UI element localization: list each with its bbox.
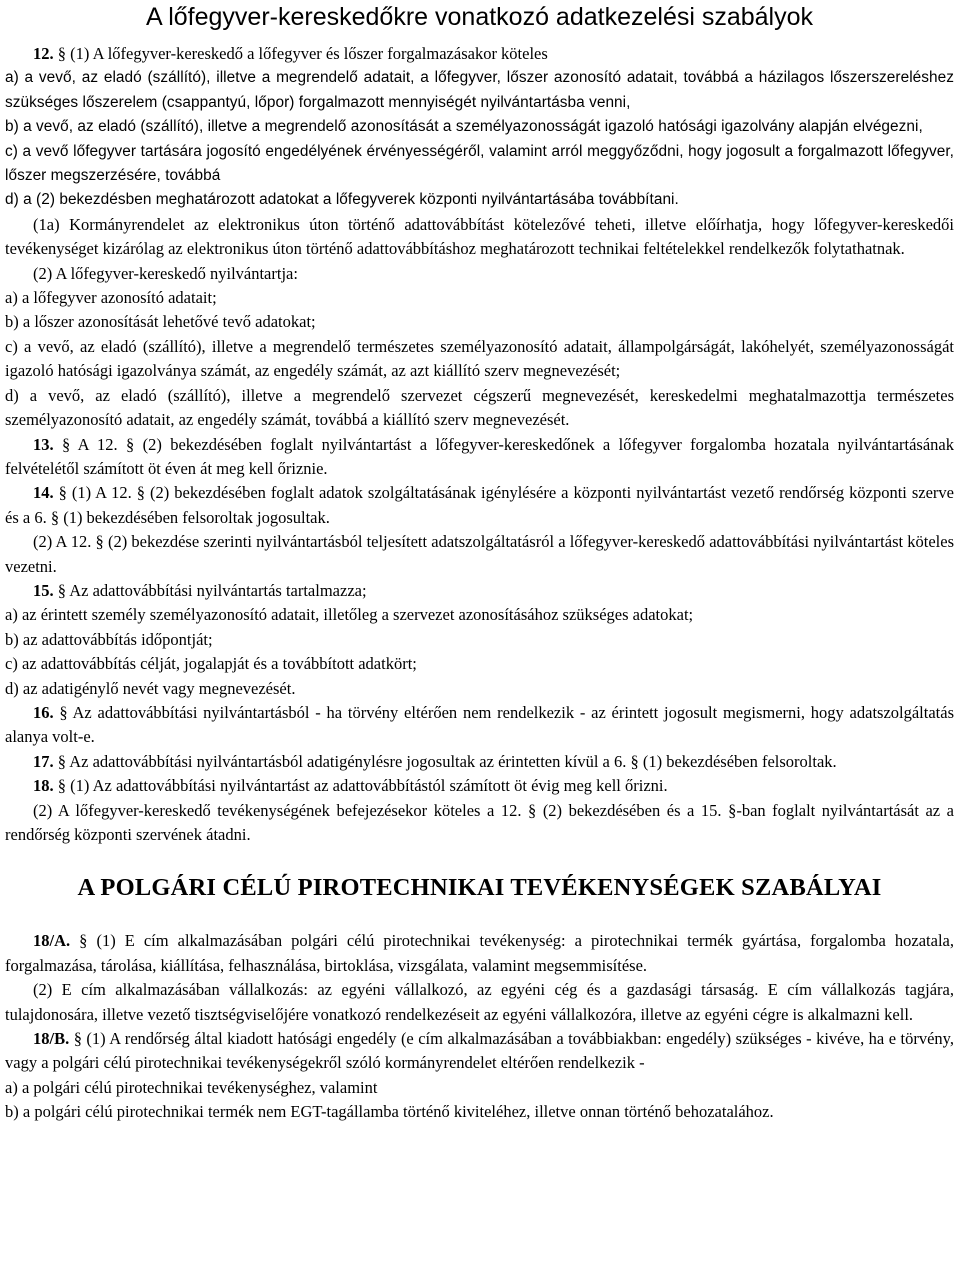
section-number: 13. [33,434,54,454]
section-18b-item-b: b) a polgári célú pirotechnikai termék nem EGT-tagállamba történő kiviteléhez, illetve onnan történő behozatalához. [5,1102,774,1122]
section-number: 14. [33,483,54,503]
section-12-item-b: b) a vevő, az eladó (szállító), illetve a megrendelő azonosítását a személyazonosságát igazoló hatósági igazolvány alapján elvégezni, [5,118,923,136]
paragraph-text: § (1) E cím alkalmazásában polgári célú pirotechnikai tevékenység: a pirotechnikai termék gyártása, forgalomba hozatala, forgalmazása, tárolása, kiállítása, felhasználása, birtoklása, vizsgálata, valamint megsemmisítése. [5,931,954,975]
section-17 [5,750,954,774]
section-18-para-1 [5,774,954,798]
section-15-item-c: c) az adattovábbítás célját, jogalapját és a továbbított adatkört; [5,654,417,674]
section-12-para-1 [5,42,954,66]
paragraph-text: § (1) A lőfegyver-kereskedő a lőfegyver és lőszer forgalmazásakor köteles [53,44,548,63]
section-15-item-d: d) az adatigénylő nevét vagy megnevezését. [5,678,296,698]
section-number: 15. [33,580,54,600]
section-18b-para-1 [5,1027,954,1076]
section-heading: A POLGÁRI CÉLÚ PIROTECHNIKAI TEVÉKENYSÉGEK SZABÁLYAI [77,874,882,902]
section-16 [5,701,954,750]
section-18a-para-2: (2) E cím alkalmazásában vállalkozás: az egyéni vállalkozó, az egyéni cég és a gazdasági társaság. E cím vállalkozás tagjára, tulajdonosára, illetve vezető tisztségviselőjére vonatkozó rendelkezéseit az egyéni vállalkozóra, illetve az egyéni cégre is alkalmazni kell. [5,980,954,1024]
section-15-intro [5,579,954,603]
section-12-item-a: a) a vevő, az eladó (szállító), illetve a megrendelő adatait, a lőfegyver, lőszer azonosító adatait, továbbá a házilagos lőszerszereléshez szükséges lőszerelem (csappantyú, lőpor) forgalmazott mennyiségét nyilvántartásba venni, [5,69,954,111]
paragraph-text: § Az adattovábbítási nyilvántartásból adatigénylésre jogosultak az érintetten kívül a 6. § (1) bekezdésében felsoroltak. [53,751,837,771]
paragraph-text: § (1) A rendőrség által kiadott hatósági engedély (e cím alkalmazásában a továbbiakban: engedély) szükséges - kivéve, ha e törvény, vagy a polgári célú pirotechnikai tevékenységekről szóló kormányrendelet eltérően rendelkezik - [5,1029,954,1073]
section-number: 17. [33,751,54,771]
section-12-para-2-item-b: b) a lőszer azonosítását lehetővé tevő adatokat; [5,312,316,332]
document-body [5,42,954,847]
section-12-para-2: (2) A lőfegyver-kereskedő nyilvántartja: [33,263,298,283]
paragraph-text: § Az adattovábbítási nyilvántartásból - ha törvény eltérően nem rendelkezik - az érintett jogosult megismerni, hogy adatszolgáltatás alanya volt-e. [5,702,954,747]
paragraph-text: § A 12. § (2) bekezdésében foglalt nyilvántartást a lőfegyver-kereskedőnek a lőfegyver forgalomba hozatala nyilvántartásának felvételétől számított öt éven át meg kell őriznie. [5,434,954,478]
section-number: 12. [33,44,54,63]
document-title: A lőfegyver-kereskedőkre vonatkozó adatkezelési szabályok [145,3,814,31]
section-number: 18. [33,776,54,796]
section-18-para-2: (2) A lőfegyver-kereskedő tevékenységének befejezésekor köteles a 12. § (2) bekezdésében és a 15. §-ban foglalt nyilvántartását az a rendőrség központi szervének átadni. [5,800,954,844]
section-number: 18/B. [33,1029,70,1049]
section-18a-para-1 [5,929,954,978]
section-12-item-c: c) a vevő lőfegyver tartására jogosító engedélyének érvényességéről, valamint arról meggyőződni, hogy jogosult a forgalmazott lőfegyver, lőszer megszerzésére, továbbá [5,142,954,185]
section-14-para-2: (2) A 12. § (2) bekezdése szerinti nyilvántartásból teljesített adatszolgáltatásról a lőfegyver-kereskedő adattovábbítási nyilvántartást köteles vezetni. [5,532,954,576]
document-body-2 [5,929,954,1124]
section-number: 18/A. [33,931,71,951]
section-13 [5,433,954,482]
section-12-para-2-item-d: d) a vevő, az eladó (szállító), illetve a megrendelő szervezet cégszerű megnevezését, kereskedelmi meghatalmazottja természetes személyazonosító adatait, az engedély számát, továbbá a kiállító szerv megnevezését. [5,385,954,430]
section-12-para-2-item-c: c) a vevő, az eladó (szállító), illetve a megrendelő természetes személyazonosító adatait, állampolgárságát, lakóhelyét, személyazonosságát igazoló hatósági igazolványa számát, az engedély számát, az azt kiállító szerv megnevezését; [5,336,954,381]
paragraph-text: § (1) A 12. § (2) bekezdésében foglalt adatok szolgáltatásának igénylésére a központi nyilvántartást vezető rendőrség központi szerve és a 6. § (1) bekezdésében felsoroltak jogosultak. [5,483,954,527]
section-12-para-2-item-a: a) a lőfegyver azonosító adatait; [5,288,217,308]
section-14-para-1 [5,481,954,530]
section-15-item-a: a) az érintett személy személyazonosító adatait, illetőleg a szervezet azonosításához szükséges adatokat; [5,605,694,625]
section-number: 16. [33,702,54,722]
paragraph-text: § Az adattovábbítási nyilvántartás tartalmazza; [53,580,367,600]
section-15-item-b: b) az adattovábbítás időpontját; [5,629,213,649]
section-18b-item-a: a) a polgári célú pirotechnikai tevékenységhez, valamint [5,1077,378,1097]
section-12-para-1a: (1a) Kormányrendelet az elektronikus úton történő adattovábbítást kötelezővé teheti, illetve előírhatja, hogy lőfegyver-kereskedői tevékenységet kizárólag az elektronikus úton történő adattovábbításhoz meghatározott technikai feltételekkel rendelkezők folytathatnak. [5,214,954,259]
section-12-item-d: d) a (2) bekezdésben meghatározott adatokat a lőfegyverek központi nyilvántartásába továbbítani. [5,191,679,209]
paragraph-text: § (1) Az adattovábbítási nyilvántartást az adattovábbítástól számított öt évig meg kell őrizni. [53,776,668,796]
